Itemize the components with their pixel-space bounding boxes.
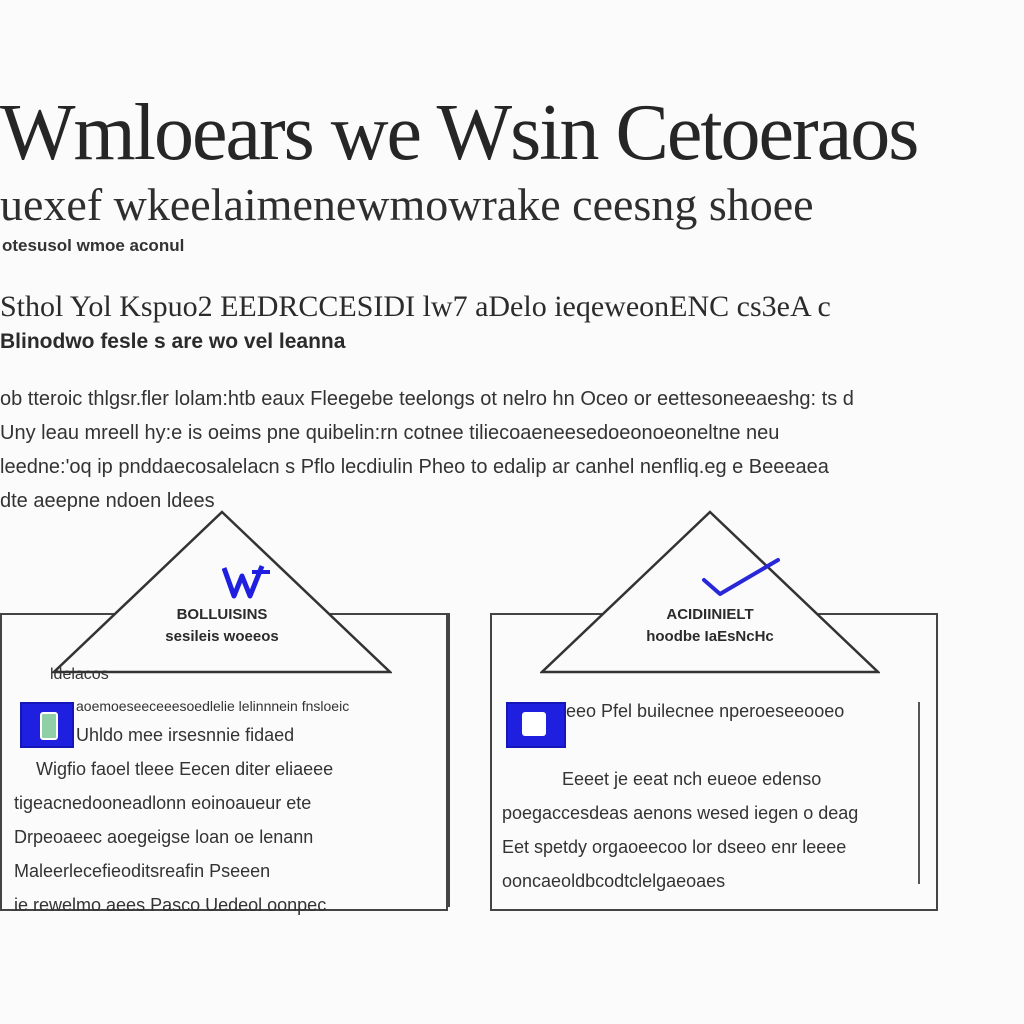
body-line: leedne:'oq ip pnddaecosalelacn s Pflo lecdiulin Pheo to edalip ar canhel nenfliq.eg e Beeeaea <box>0 456 829 478</box>
list-item <box>502 728 916 762</box>
list-item: Wigfio faoel tleee Eecen diter eliaeee <box>36 759 334 779</box>
right-triangle-label: ACIDIINIELT hoodbe IaEsNcHc <box>646 606 774 645</box>
list-item: aoemoeseeceeesoedlelie lelinnnein fnsloeic <box>76 698 350 714</box>
list-item: tigeacnedooneadlonn eoinoaueur ete <box>14 793 312 813</box>
list-item: Eeeet je eeat nch eueoe edenso <box>562 769 822 789</box>
list-item: Maleerlecefieoditsreafin Pseeen <box>14 861 271 881</box>
right-panel-rule <box>918 702 920 884</box>
body-paragraph <box>0 382 1024 518</box>
left-panel-caption: ldelacos <box>50 666 109 683</box>
list-item: ooncaeoldbcodtclelgaeoaes <box>502 871 726 891</box>
left-panel-text <box>14 694 434 922</box>
body-line: Uny leau mreell hy:e is oeims pne quibelin:rn cotnee tiliecoaeneesedoeonoeoneltne neu <box>0 422 780 444</box>
list-item: ie rewelmo aees Pasco Uedeol oonpec <box>14 895 327 915</box>
list-item: poegaccesdeas aenons wesed iegen o deag <box>502 803 859 823</box>
section-heading: Sthol Yol Kspuo2 EEDRCCESIDI lw7 aDelo ieqeweonENC cs3eA c <box>0 290 831 323</box>
panel-divider <box>448 613 492 907</box>
w-logo-icon <box>222 562 274 602</box>
list-item: Uhldo mee irsesnnie fidaed <box>76 725 295 745</box>
article-headline: Wmloears we Wsin Cetoeraos <box>0 89 918 177</box>
byline: otesusol wmoe aconul <box>2 236 185 255</box>
list-item: Drpeoaeec aoegeigse loan oe lenann <box>14 827 314 847</box>
list-item: Eet spetdy orgaoeecoo lor dseeo enr leeee <box>502 837 847 857</box>
right-panel-text <box>502 694 916 898</box>
left-triangle-label: BOLLUISINS sesileis woeeos <box>165 606 279 645</box>
checkmark-icon <box>700 556 782 598</box>
list-item: eeo Pfel builecnee nperoeseeooeo <box>566 701 845 721</box>
body-line: ob tteroic thlgsr.fler lolam:htb eaux Fleegebe teelongs ot nelro hn Oceo or eettesoneeaeshg: ts d <box>0 388 854 410</box>
article-subhead: uexef wkeelaimenewmowrake ceesng shoee <box>0 179 814 230</box>
section-subheading: Blinodwo fesle s are wo vel leanna <box>0 330 346 353</box>
body-line: dte aeepne ndoen ldees <box>0 490 215 512</box>
